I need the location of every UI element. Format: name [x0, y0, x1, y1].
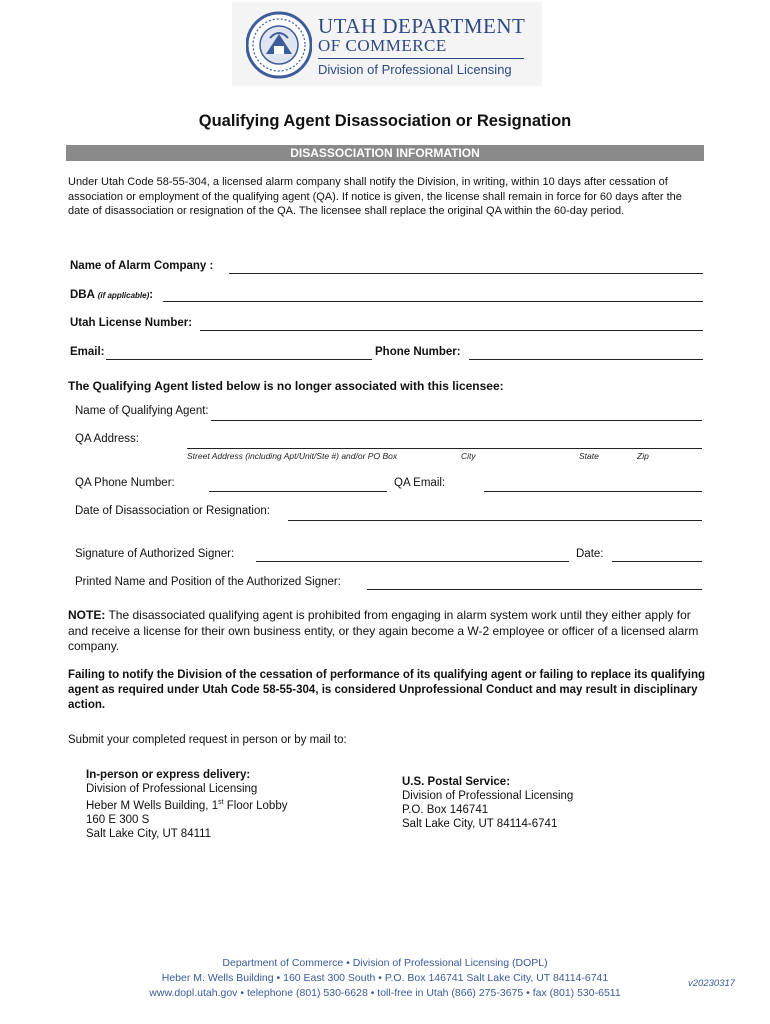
email-label: Email:: [70, 346, 105, 358]
qa-phone-label: QA Phone Number:: [75, 477, 175, 489]
org-name-line1: UTAH DEPARTMENT: [318, 14, 526, 38]
footer-line2: Heber M. Wells Building • 160 East 300 South • P.O. Box 146741 Salt Lake City, UT 84114-6741: [161, 972, 609, 984]
alarm-company-field[interactable]: [229, 273, 703, 274]
qa-name-field[interactable]: [211, 420, 702, 421]
phone-label: Phone Number:: [375, 346, 461, 358]
footer: [0, 956, 770, 1001]
footer-line3: www.dopl.utah.gov • telephone (801) 530-6628 • toll-free in Utah (866) 275-3675 • fax (801) 530-6511: [149, 987, 621, 999]
address-hint-street: Street Address (including Apt/Unit/Ste #) and/or PO Box: [187, 451, 398, 461]
division-name: Division of Professional Licensing: [318, 62, 512, 77]
note-paragraph: [68, 608, 706, 655]
printed-name-field[interactable]: [367, 589, 702, 590]
note-text: The disassociated qualifying agent is prohibited from engaging in alarm system work until they either apply for and receive a license for their own business entity, or they again become a W-2 employee or officer of a licensed alarm company.: [68, 608, 699, 653]
intro-paragraph: Under Utah Code 58-55-304, a licensed alarm company shall notify the Division, in writing, within 10 days after cessation of association or employment of the qualifying agent (QA). If notice is given, the license shall remain in force for 60 days after the date of disassociation or resignation of the QA. The licensee shall replace the original QA within the 60-day period.: [68, 176, 682, 217]
qa-email-label: QA Email:: [394, 477, 446, 489]
address-hint-zip: Zip: [637, 451, 649, 461]
in-person-line2b: Floor Lobby: [223, 799, 288, 812]
phone-field[interactable]: [469, 359, 703, 360]
qa-address-field[interactable]: [187, 448, 702, 449]
qa-statement: The Qualifying Agent listed below is no longer associated with this licensee:: [68, 379, 504, 393]
in-person-line2: [86, 796, 287, 813]
org-name-line2: OF COMMERCE: [318, 36, 447, 55]
header-logo: [232, 2, 542, 86]
section-bar: [66, 145, 704, 161]
in-person-line2-sup: st: [218, 799, 224, 806]
postal-heading: U.S. Postal Service:: [402, 776, 511, 788]
postal-address: [402, 775, 573, 831]
note-label: NOTE:: [68, 608, 106, 622]
page-title: Qualifying Agent Disassociation or Resignation: [198, 112, 572, 130]
footer-line1: Department of Commerce • Division of Professional Licensing (DOPL): [222, 957, 548, 969]
postal-line1: Division of Professional Licensing: [402, 790, 574, 802]
printed-name-label: Printed Name and Position of the Authorized Signer:: [75, 576, 341, 588]
utah-state-seal-icon: [246, 10, 312, 80]
postal-line3: Salt Lake City, UT 84114-6741: [402, 818, 558, 830]
qa-address-label: QA Address:: [75, 433, 139, 445]
submit-instructions: Submit your completed request in person or by mail to:: [68, 734, 347, 746]
dba-note: (if applicable): [97, 291, 150, 300]
section-bar-label: DISASSOCIATION INFORMATION: [290, 146, 480, 160]
signature-field[interactable]: [256, 561, 569, 562]
dba-label: [70, 289, 153, 301]
dba-field[interactable]: [163, 301, 703, 302]
header-divider: [318, 58, 524, 59]
license-number-label: Utah License Number:: [70, 317, 193, 329]
signature-date-field[interactable]: [612, 561, 702, 562]
email-field[interactable]: [106, 359, 372, 360]
in-person-heading: In-person or express delivery:: [86, 769, 251, 781]
in-person-line3: 160 E 300 S: [86, 813, 150, 826]
alarm-company-label: Name of Alarm Company :: [70, 260, 214, 272]
warning-paragraph: Failing to notify the Division of the cessation of performance of its qualifying agent or failing to replace its qualifying agent as required under Utah Code 58-55-304, is considered Unprofessional Conduct and may result in disciplinary action.: [68, 669, 706, 711]
disassociation-date-label: Date of Disassociation or Resignation:: [75, 505, 270, 517]
qa-email-field[interactable]: [484, 491, 702, 492]
address-hint-city: City: [461, 451, 476, 461]
signature-date-label: Date:: [576, 548, 604, 560]
dba-label-text: DBA: [70, 289, 95, 301]
in-person-address: [86, 768, 287, 841]
in-person-line1: Division of Professional Licensing: [86, 783, 258, 795]
qa-name-label: Name of Qualifying Agent:: [75, 405, 209, 417]
address-hint-state: State: [579, 451, 599, 461]
dba-colon: :: [149, 289, 154, 301]
qa-phone-field[interactable]: [209, 491, 387, 492]
postal-line2: P.O. Box 146741: [402, 804, 489, 816]
in-person-line2a: Heber M Wells Building, 1: [86, 799, 219, 812]
disassociation-date-field[interactable]: [288, 520, 702, 521]
signature-label: Signature of Authorized Signer:: [75, 548, 235, 560]
version-label: v20230317: [688, 978, 736, 989]
in-person-line4: Salt Lake City, UT 84111: [86, 827, 212, 840]
license-number-field[interactable]: [200, 330, 703, 331]
